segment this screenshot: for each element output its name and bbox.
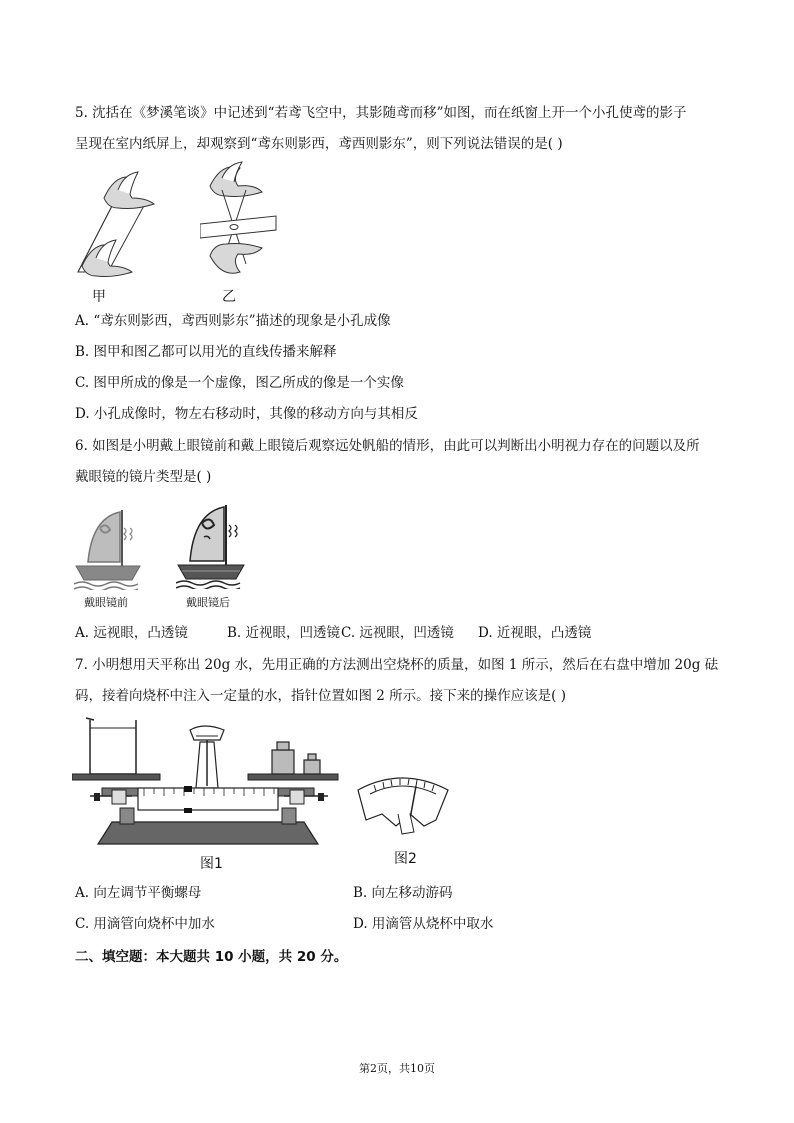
q6-option-a: A. 远视眼，凸透镜: [75, 625, 188, 641]
q6-fig-label-before: 戴眼镜前: [84, 596, 128, 609]
q7-stem-line1: 7. 小明想用天平称出 20g 水，先用正确的方法测出空烧杯的质量，如图 1 所示，然后在右盘中增加 20g 砝: [75, 657, 719, 673]
q7-option-a: A. 向左调节平衡螺母: [75, 885, 202, 901]
section-heading: 二、填空题：本大题共 10 小题，共 20 分。: [75, 949, 348, 965]
q5-fig-label-b: 乙: [222, 289, 236, 305]
q6-option-d: D. 近视眼，凸透镜: [478, 625, 592, 641]
q5-stem-line1: 5. 沈括在《梦溪笔谈》中记述到“若鸢飞空中，其影随鸢而移”如图，而在纸窗上开一个小孔使鸢的影子: [75, 105, 687, 121]
q7-fig1-label: 图1: [200, 856, 223, 872]
q5-option-a: A. “鸢东则影西，鸢西则影东”描述的现象是小孔成像: [75, 313, 391, 329]
q7-balance-figure: [72, 716, 344, 850]
q6-option-b: B. 近视眼，凹透镜: [227, 625, 341, 641]
q6-boat-before-figure: [74, 506, 144, 590]
q6-boat-after-figure: [176, 503, 248, 589]
q6-option-c: C. 远视眼，凹透镜: [341, 625, 454, 641]
q7-fig2-label: 图2: [394, 851, 417, 867]
q5-option-c: C. 图甲所成的像是一个虚像，图乙所成的像是一个实像: [75, 375, 404, 391]
q7-stem-line2: 码，接着向烧杯中注入一定量的水，指针位置如图 2 所示。接下来的操作应该是( ): [75, 688, 566, 704]
page-footer: 第2页，共10页: [359, 1062, 435, 1075]
q5-figure-a: [74, 168, 164, 280]
q6-stem-line2: 戴眼镜的镜片类型是( ): [75, 469, 212, 485]
q5-option-d: D. 小孔成像时，物左右移动时，其像的移动方向与其相反: [75, 406, 418, 422]
q5-option-b: B. 图甲和图乙都可以用光的直线传播来解释: [75, 344, 337, 360]
q7-pointer-figure: [354, 766, 452, 836]
q5-figure-b: [200, 160, 280, 278]
q6-fig-label-after: 戴眼镜后: [186, 596, 230, 609]
q7-option-d: D. 用滴管从烧杯中取水: [353, 916, 494, 932]
q6-stem-line1: 6. 如图是小明戴上眼镜前和戴上眼镜后观察远处帆船的情形，由此可以判断出小明视力存在的问题以及所: [75, 438, 700, 454]
q5-fig-label-a: 甲: [92, 289, 106, 305]
q7-option-b: B. 向左移动游码: [353, 885, 453, 901]
q7-option-c: C. 用滴管向烧杯中加水: [75, 916, 215, 932]
q5-stem-line2: 呈现在室内纸屏上，却观察到“鸢东则影西，鸢西则影东”，则下列说法错误的是( ): [75, 136, 563, 152]
